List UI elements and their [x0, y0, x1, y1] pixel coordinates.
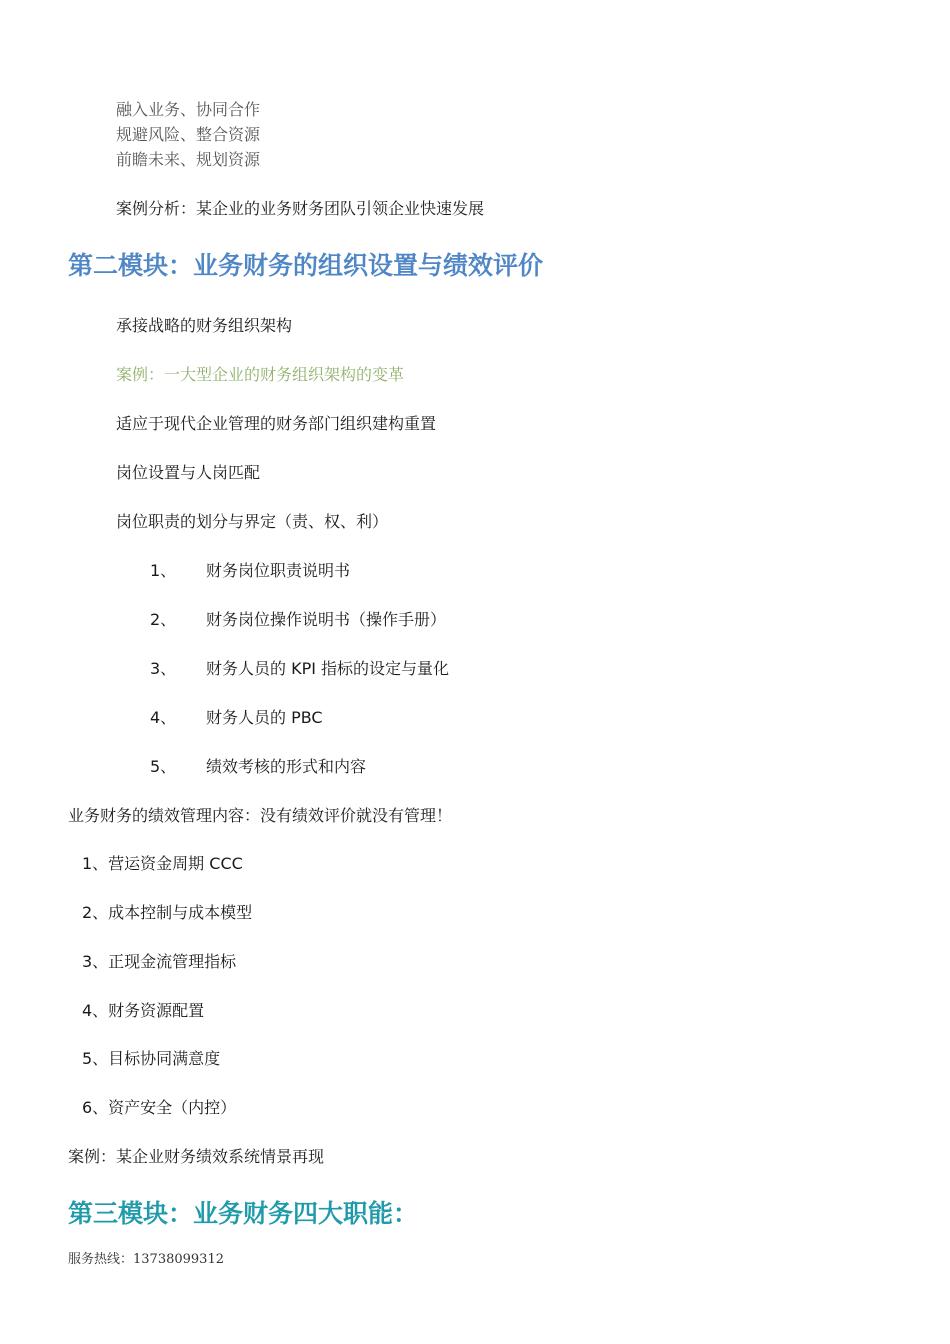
- module2-item-4: 岗位设置与人岗匹配: [116, 463, 261, 482]
- module2-item-5: 岗位职责的划分与界定（责、权、利）: [116, 512, 389, 531]
- duty-text: 财务人员的 KPI 指标的设定与量化: [206, 659, 450, 678]
- duty-text: 财务岗位职责说明书: [206, 561, 351, 580]
- duty-text: 财务人员的 PBC: [206, 708, 323, 727]
- module2-case: 案例：某企业财务绩效系统情景再现: [68, 1147, 325, 1166]
- module3-title: 第三模块：业务财务四大职能：: [68, 1199, 419, 1228]
- case-analysis: 案例分析：某企业的业务财务团队引领企业快速发展: [116, 199, 485, 218]
- list-item: 3、正现金流管理指标: [82, 952, 237, 971]
- duty-number: 1、: [150, 561, 177, 580]
- intro-line-2: 规避风险、整合资源: [116, 125, 261, 144]
- service-hotline: 服务热线：13738099312: [68, 1252, 224, 1267]
- duty-number: 3、: [150, 659, 177, 678]
- list-item: 2、成本控制与成本模型: [82, 903, 253, 922]
- duty-number: 4、: [150, 708, 177, 727]
- duty-text: 财务岗位操作说明书（操作手册）: [206, 610, 447, 629]
- module2-case-green: 案例：一大型企业的财务组织架构的变革: [116, 365, 405, 384]
- duty-number: 5、: [150, 757, 177, 776]
- duty-text: 绩效考核的形式和内容: [206, 757, 367, 776]
- intro-line-1: 融入业务、协同合作: [116, 100, 261, 119]
- module2-item-1: 承接战略的财务组织架构: [116, 316, 293, 335]
- list-item: 5、目标协同满意度: [82, 1049, 221, 1068]
- list-item: 6、资产安全（内控）: [82, 1098, 237, 1117]
- perf-heading: 业务财务的绩效管理内容：没有绩效评价就没有管理！: [68, 806, 453, 825]
- module2-item-3: 适应于现代企业管理的财务部门组织建构重置: [116, 414, 437, 433]
- module2-title: 第二模块：业务财务的组织设置与绩效评价: [68, 251, 544, 280]
- list-item: 1、营运资金周期 CCC: [82, 854, 243, 873]
- list-item: 4、财务资源配置: [82, 1001, 205, 1020]
- duty-number: 2、: [150, 610, 177, 629]
- intro-line-3: 前瞻未来、规划资源: [116, 150, 261, 169]
